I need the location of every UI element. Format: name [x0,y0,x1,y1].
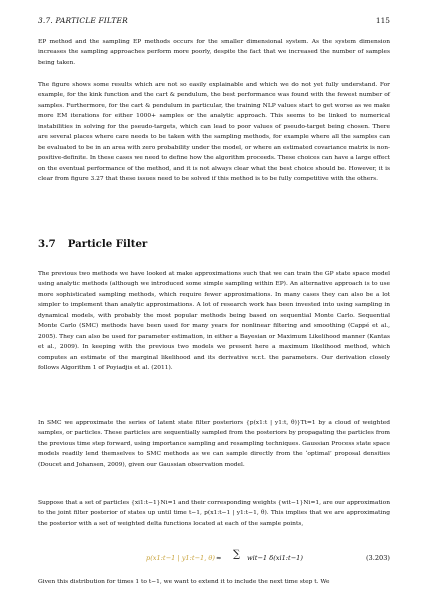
paragraph-6 [38,577,390,587]
paragraph-1 [38,37,390,68]
paragraph-2 [38,80,390,185]
section-heading [38,238,147,250]
equation-lhs: p(x1:t−1 | y1:t−1, θ) [146,554,215,562]
paragraph-text: The previous two methods we have looked at make approximations such that we can train the GP state space model using analytic methods (although we introduced some simple sampling within EP). An alternative approach is to use more sophisticated sampling methods, which require fewer approximations. In many cases they can also be a lot simpler to implement than analytic approximations. A lot of research work has been invested into using sampling in dynamical models, with probably the most popular methods being based on sequential Monte Carlo. Sequential Monte Carlo (SMC) methods have been used for many years for nonlinear filtering and smoothing (Cappé et al., 2005). They can also be used for parameter estimation, in either a Bayesian or Maximum Likelihood manner (Kantas et al., 2009). In keeping with the previous two models we present here a maximum likelihood method, which computes an estimate of the marginal likelihood and its derivative w.r.t. the parameters. Our derivation closely follows Algorithm 1 of Poyiadjis et al. (2011). [38,271,390,372]
running-title: 3.7. PARTICLE FILTER [38,16,128,25]
equation-3-203 [38,549,390,566]
running-header [38,16,390,28]
section-number: 3.7 [38,238,56,250]
paragraph-text: EP method and the sampling EP methods occurs for the smaller dimensional system. As the system dimension increases the sampling approaches perform more poorly, despite the fact that we increased the number of samples being taken. [38,39,390,66]
paragraph-text: Given this distribution for times 1 to t−1, we want to extend it to include the next time step t. We [38,579,330,585]
paragraph-text: Suppose that a set of particles {xi1:t−1}Ni=1 and their corresponding weights {wit−1}Ni=1, are our approximation to the joint filter posterior of states up until time t−1, p(x1:t−1 | y1:t−1, θ). This implies that we are approximating the posterior with a set of weighted delta functions located at each of the sample points, [38,500,390,527]
equation-number: (3.203) [365,554,390,562]
equation-sum-symbol: ∑ [233,549,241,560]
paragraph-text: In SMC we approximate the series of latent state filter posteriors {p(x1:t | y1:t, θ)}Tt=1 by a cloud of weighted samples, or particles. These particles are sequentially sampled from the posteriors by propagating the particles from the previous time step forward, using importance sampling and resampling techniques. Gaussian Process state space models readily lend themselves to SMC methods as we can sample directly from the ‘optimal’ proposal densities (Doucet and Johansen, 2009), given our Gaussian observation model. [38,420,391,468]
paragraph-4 [38,418,390,470]
paragraph-5 [38,498,390,529]
equation-approx-symbol: ≈ [216,554,222,562]
paragraph-text: The figure shows some results which are not so easily explainable and which we do not yet fully understand. For example, for the kink function and the cart & pendulum, the best performance was found with the fewest number of samples. Furthermore, for the cart & pendulum in particular, the training NLP values start to get worse as we make more EM iterations for either 1000+ samples or the analytic approach. This seems to be linked to numerical instabilities in solving for the pseudo-targets, which can lead to poor values of pseudo-target being chosen. There are several places where care needs to be taken with the sampling methods, for example where all the samples can be evaluated to be in an area with zero probability under the model, or where an estimated covariance matrix is non-positive-definite. In these cases we need to define how the algorithm proceeds. These choices can have a large effect on the eventual performance of the method, and it is not always clear what the best choice should be. However, it is clear from figure 3.27 that these issues need to be solved if this method is to be fully competitive with the others. [38,82,390,183]
paragraph-3 [38,269,390,374]
section-title: Particle Filter [67,238,148,250]
page-number: 115 [375,16,390,25]
equation-rhs: wit−1 δ(xi1:t−1) [247,554,303,562]
